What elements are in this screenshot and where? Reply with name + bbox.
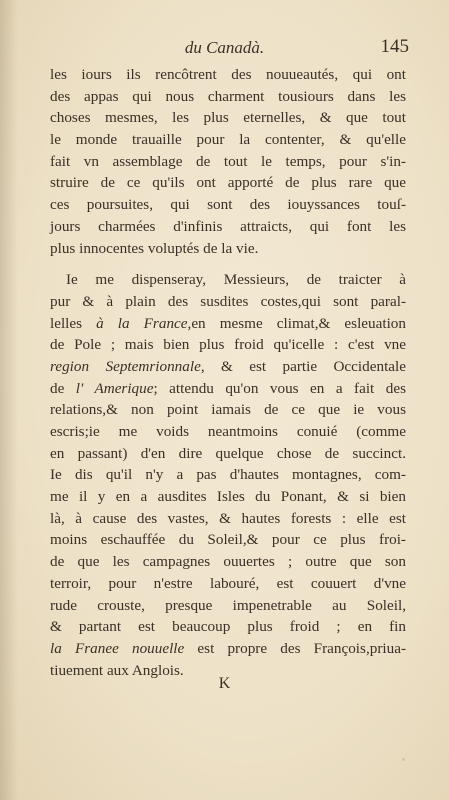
text-segment: relations,& non point iamais de ce que ie vous <box>50 401 406 419</box>
text-segment: struire de ce qu'ils ont apporté de plus rare que <box>50 174 406 192</box>
text-segment: de que les campagnes ouuertes ; outre que son <box>50 553 406 571</box>
text-line <box>50 616 406 638</box>
text-segment: des appas qui nous charment tousiours dans les <box>50 87 406 105</box>
text-segment: de <box>50 379 76 397</box>
text-segment: jours charmées d'infinis attraicts, qui font les <box>50 217 406 235</box>
text-segment: me il y en a ausdites Isles du Ponant, & si bien <box>50 488 406 506</box>
text-segment: Ie dis qu'il n'y a pas d'hautes montagnes, com- <box>50 466 406 484</box>
text-segment: de Pole ; mais bien plus froid qu'icelle : c'est vne <box>50 336 406 354</box>
text-line <box>50 356 406 378</box>
text-segment: choses mesmes, les plus eternelles, & que tout <box>50 109 406 127</box>
text-segment: ; attendu qu'on vous en a fait des <box>153 379 406 397</box>
italic-text: l' Amerique <box>75 379 154 397</box>
text-segment: ,en mesme climat,& esleuation <box>187 314 406 332</box>
text-line <box>50 194 406 216</box>
text-segment: & partant est beaucoup plus froid ; en fin <box>50 618 406 636</box>
text-line <box>50 216 406 238</box>
text-line <box>50 64 406 86</box>
text-segment: là, à cause des vastes, & hautes forests : elle est <box>50 509 406 527</box>
text-segment: Ie me dispenseray, Messieurs, de traicter à <box>66 271 406 289</box>
text-line <box>50 172 406 194</box>
text-line <box>50 573 406 595</box>
text-segment: , & est partie Occidentale <box>200 357 406 375</box>
text-line <box>50 334 406 356</box>
text-segment: moins eschauffée du Soleil,& pour ce plus froi- <box>50 531 406 549</box>
body-text <box>50 64 406 681</box>
running-title: du Canadà. <box>184 38 265 57</box>
text-line <box>50 486 406 508</box>
text-line <box>50 107 406 129</box>
text-segment: fait vn assemblage de tout le temps, pour s'in- <box>50 152 406 170</box>
text-segment: rude crouste, presque impenetrable au Soleil, <box>50 596 406 614</box>
italic-text: region Septemrionnale <box>50 357 201 375</box>
italic-text: la Franee nouuelle <box>50 639 185 657</box>
text-line <box>50 443 406 465</box>
text-line <box>50 86 406 108</box>
text-segment: pur & à plain des susdites costes,qui sont paral- <box>50 292 406 310</box>
text-segment: terroir, pour n'estre labouré, est couuert d'vne <box>50 574 406 592</box>
text-line <box>50 421 406 443</box>
text-line <box>50 291 406 313</box>
text-line <box>50 638 406 660</box>
text-line <box>50 238 406 260</box>
text-line <box>50 269 406 291</box>
text-line <box>50 508 406 530</box>
text-line <box>50 529 406 551</box>
text-segment: en passant) d'en dire quelque chose de succinct. <box>50 444 406 462</box>
text-line <box>50 551 406 573</box>
text-segment: plus innocentes voluptés de la vie. <box>50 239 259 257</box>
text-line <box>50 313 406 335</box>
text-segment: le monde trauaille pour la contenter, & qu'elle <box>50 131 406 149</box>
signature-mark: K <box>218 675 231 692</box>
text-line <box>50 151 406 173</box>
italic-text: à la France <box>96 314 188 332</box>
text-segment: lelles <box>50 314 97 332</box>
text-line <box>50 129 406 151</box>
text-segment: ces poursuites, qui sont des iouyssances touſ- <box>50 196 406 214</box>
foxing-spot <box>402 758 405 761</box>
text-line <box>50 464 406 486</box>
text-line <box>50 399 406 421</box>
page-number: 145 <box>380 36 409 57</box>
text-segment: les iours ils rencôtrent des nouueautés, qui ont <box>50 66 406 83</box>
text-line <box>50 378 406 400</box>
text-segment: est propre des François,priua- <box>184 639 407 657</box>
text-segment: tiuement aux Anglois. <box>50 661 184 679</box>
text-line <box>50 595 406 617</box>
text-segment: escris;ie me voids neantmoins conuié (comme <box>50 423 406 440</box>
